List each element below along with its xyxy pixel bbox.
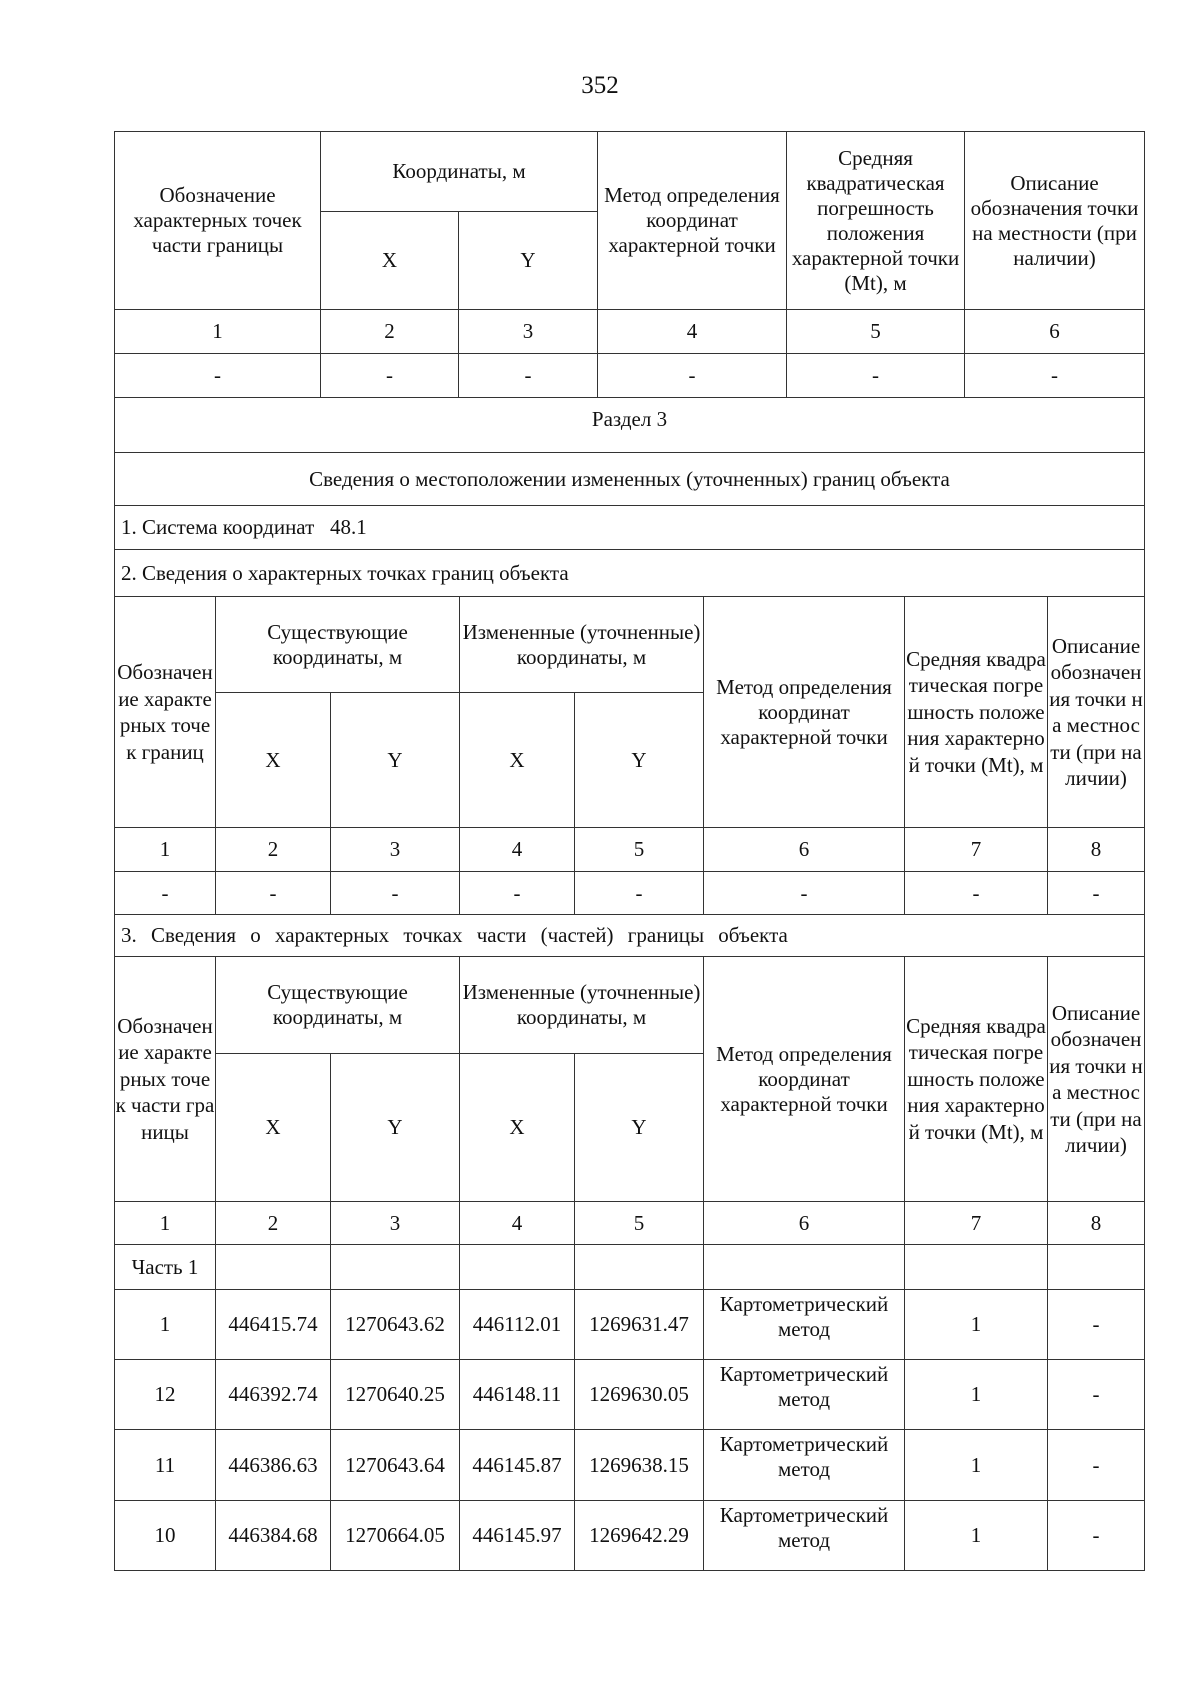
column-number: 6 (704, 828, 905, 872)
column-number: 6 (704, 1202, 905, 1245)
error-value: 1 (905, 1360, 1048, 1430)
method: Картометрический метод (704, 1430, 905, 1501)
existing-x: 446392.74 (216, 1360, 331, 1430)
header-error: Средняя квадратическая погрешность положения характерной точки (Mt), м (787, 132, 965, 310)
column-number: 4 (460, 1202, 575, 1245)
column-number: 4 (460, 828, 575, 872)
description: - (1048, 1501, 1145, 1571)
part-label-row (115, 1245, 1145, 1290)
empty-cell: - (216, 872, 331, 915)
description: - (1048, 1290, 1145, 1360)
description: - (1048, 1430, 1145, 1501)
empty-cell: - (905, 872, 1048, 915)
error-value: 1 (905, 1430, 1048, 1501)
column-number: 2 (216, 1202, 331, 1245)
part-boundary-points-table (114, 956, 1145, 1571)
part-label: Часть 1 (115, 1245, 216, 1290)
header-existing-x: X (216, 693, 331, 828)
existing-y: 1270640.25 (331, 1360, 460, 1430)
header-description: Описание обозначения точки на местности (при наличии) (1048, 597, 1145, 828)
empty-cell: - (331, 872, 460, 915)
header-changed-x: X (460, 693, 575, 828)
empty-cell: - (459, 354, 598, 398)
point-designation: 12 (115, 1360, 216, 1430)
coordinate-system: 1. Система координат 48.1 (115, 506, 1145, 550)
header-changed-coordinates: Измененные (уточненные) координаты, м (460, 597, 704, 693)
empty-cell: - (965, 354, 1145, 398)
column-numbers-row (115, 310, 1145, 354)
point-designation: 1 (115, 1290, 216, 1360)
existing-x: 446415.74 (216, 1290, 331, 1360)
empty-cell: - (787, 354, 965, 398)
header-existing-x: X (216, 1054, 331, 1202)
table-row (115, 1430, 1145, 1501)
changed-y: 1269630.05 (575, 1360, 704, 1430)
empty-cell: - (460, 872, 575, 915)
table-row (115, 1501, 1145, 1571)
point-designation: 11 (115, 1430, 216, 1501)
column-number: 6 (965, 310, 1145, 354)
column-number: 8 (1048, 1202, 1145, 1245)
existing-x: 446386.63 (216, 1430, 331, 1501)
column-number: 3 (331, 1202, 460, 1245)
changed-y: 1269631.47 (575, 1290, 704, 1360)
header-existing-coordinates: Существующие координаты, м (216, 957, 460, 1054)
header-existing-y: Y (331, 693, 460, 828)
column-numbers-row (115, 1202, 1145, 1245)
method: Картометрический метод (704, 1501, 905, 1571)
empty-cell: - (115, 872, 216, 915)
section-title: Раздел 3 (115, 398, 1145, 453)
column-numbers-row (115, 828, 1145, 872)
existing-y: 1270664.05 (331, 1501, 460, 1571)
header-changed-y: Y (575, 693, 704, 828)
changed-y: 1269642.29 (575, 1501, 704, 1571)
method: Картометрический метод (704, 1360, 905, 1430)
header-y: Y (459, 212, 598, 310)
part-points-title: 3. Сведения о характерных точках части (частей) границы объекта (115, 915, 1145, 957)
header-error: Средняя квадратическая погрешность положения характерной точки (Mt), м (905, 957, 1048, 1202)
header-coordinates: Координаты, м (321, 132, 598, 212)
changed-x: 446112.01 (460, 1290, 575, 1360)
column-number: 5 (575, 1202, 704, 1245)
changed-x: 446145.97 (460, 1501, 575, 1571)
column-number: 2 (216, 828, 331, 872)
header-existing-coordinates: Существующие координаты, м (216, 597, 460, 693)
column-number: 3 (331, 828, 460, 872)
empty-cell: - (115, 354, 321, 398)
empty-row (115, 872, 1145, 915)
changed-y: 1269638.15 (575, 1430, 704, 1501)
empty-cell: - (321, 354, 459, 398)
existing-y: 1270643.64 (331, 1430, 460, 1501)
empty-cell: - (575, 872, 704, 915)
empty-cell: - (598, 354, 787, 398)
header-method: Метод определения координат характерной точки (704, 957, 905, 1202)
error-value: 1 (905, 1290, 1048, 1360)
point-designation: 10 (115, 1501, 216, 1571)
error-value: 1 (905, 1501, 1048, 1571)
empty-cell: - (1048, 872, 1145, 915)
header-description: Описание обозначения точки на местности (при наличии) (1048, 957, 1145, 1202)
changed-x: 446148.11 (460, 1360, 575, 1430)
existing-y: 1270643.62 (331, 1290, 460, 1360)
column-number: 7 (905, 828, 1048, 872)
column-number: 5 (787, 310, 965, 354)
header-existing-y: Y (331, 1054, 460, 1202)
method: Картометрический метод (704, 1290, 905, 1360)
table-row (115, 1290, 1145, 1360)
table-row (115, 1360, 1145, 1430)
column-number: 1 (115, 310, 321, 354)
header-designation: Обозначение характерных точек части границы (115, 957, 216, 1202)
header-error: Средняя квадратическая погрешность положения характерной точки (Mt), м (905, 597, 1048, 828)
header-changed-coordinates: Измененные (уточненные) координаты, м (460, 957, 704, 1054)
page-number: 352 (581, 72, 619, 99)
column-number: 2 (321, 310, 459, 354)
changed-x: 446145.87 (460, 1430, 575, 1501)
header-designation: Обозначение характерных точек части границы (115, 132, 321, 310)
section-subtitle: Сведения о местоположении измененных (уточненных) границ объекта (115, 453, 1145, 506)
header-description: Описание обозначения точки на местности (при наличии) (965, 132, 1145, 310)
column-number: 3 (459, 310, 598, 354)
description: - (1048, 1360, 1145, 1430)
header-changed-x: X (460, 1054, 575, 1202)
header-x: X (321, 212, 459, 310)
boundary-points-title: 2. Сведения о характерных точках границ объекта (115, 550, 1145, 597)
existing-x: 446384.68 (216, 1501, 331, 1571)
column-number: 4 (598, 310, 787, 354)
column-number: 7 (905, 1202, 1048, 1245)
header-method: Метод определения координат характерной точки (704, 597, 905, 828)
header-designation: Обозначение характерных точек границ (115, 597, 216, 828)
boundary-points-table (114, 596, 1145, 957)
column-number: 8 (1048, 828, 1145, 872)
column-number: 5 (575, 828, 704, 872)
header-changed-y: Y (575, 1054, 704, 1202)
column-number: 1 (115, 1202, 216, 1245)
empty-row (115, 354, 1145, 398)
column-number: 1 (115, 828, 216, 872)
boundary-part-points-table (114, 131, 1145, 597)
header-method: Метод определения координат характерной точки (598, 132, 787, 310)
empty-cell: - (704, 872, 905, 915)
